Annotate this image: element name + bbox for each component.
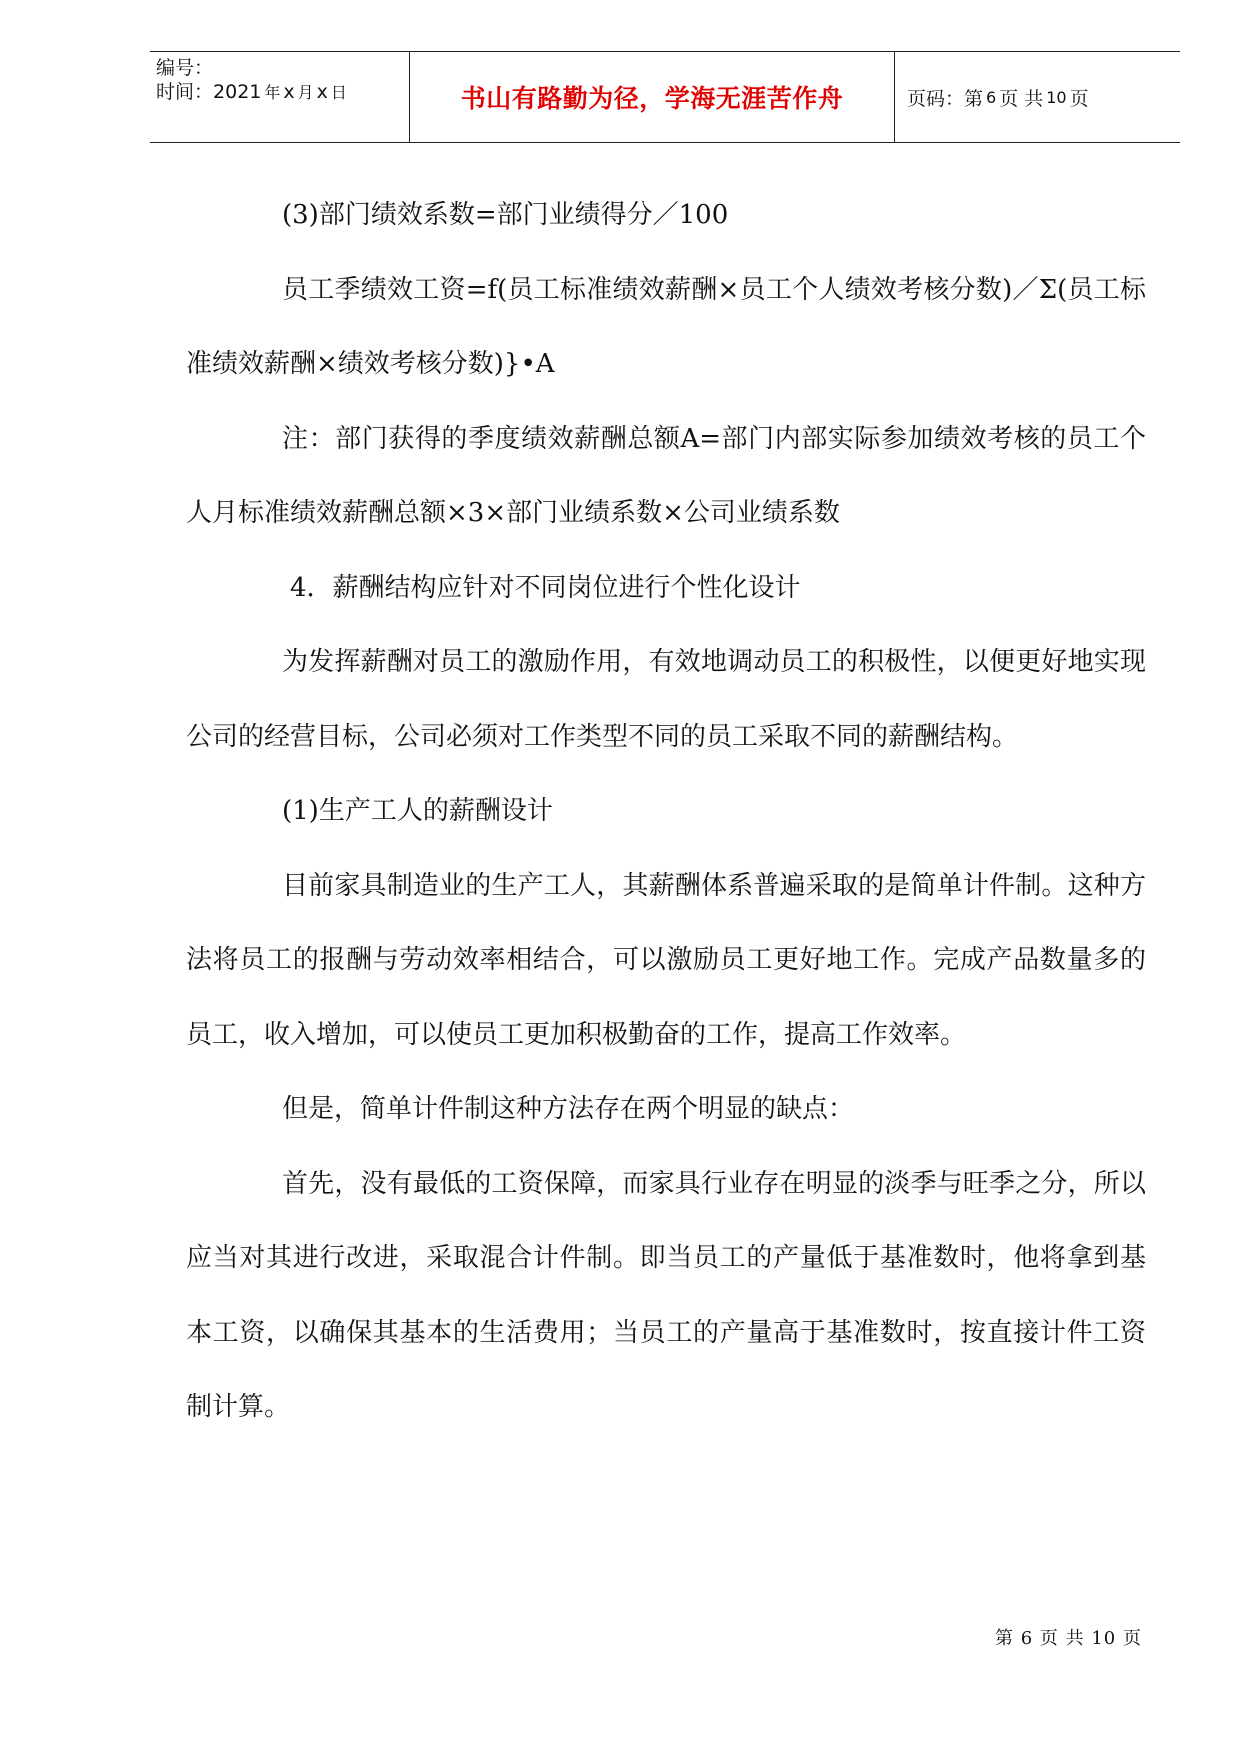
section-heading-salary-structure: 4．薪酬结构应针对不同岗位进行个性化设计 bbox=[290, 572, 801, 603]
time-day: x bbox=[316, 81, 328, 103]
paragraph-first-drawback: 首先，没有最低的工资保障，而家具行业存在明显的淡季与旺季之分，所以应当对其进行改进，采取混合计件制。即当员工的产量低于基准数时，他将拿到基本工资，以确保其基本的生活费用；当员工的产量高于基准数时，按直接计件工资制计算。 bbox=[186, 1168, 1146, 1422]
paragraph-quarterly-formula: 员工季绩效工资=f(员工标准绩效薪酬×员工个人绩效考核分数)／Σ(员工标准绩效薪酬×绩效考核分数)}•A bbox=[186, 274, 1146, 379]
header-motto-cell bbox=[410, 52, 895, 142]
subheading-production-workers: (1)生产工人的薪酬设计 bbox=[282, 796, 553, 826]
time-month: x bbox=[283, 81, 295, 103]
time-label: 时间： bbox=[156, 81, 214, 103]
document-time bbox=[156, 80, 409, 105]
time-month-unit: 月 bbox=[297, 83, 314, 102]
page-total: 10 bbox=[1046, 87, 1067, 107]
document-body bbox=[186, 178, 1146, 1445]
document-number-label: 编号： bbox=[156, 57, 214, 79]
time-year-unit: 年 bbox=[264, 83, 281, 102]
time-day-unit: 日 bbox=[330, 83, 347, 102]
paragraph-drawbacks-intro: 但是，简单计件制这种方法存在两个明显的缺点： bbox=[282, 1094, 855, 1124]
page-current: 6 bbox=[986, 87, 997, 107]
header-motto: 书山有路勤为径，学海无涯苦作舟 bbox=[460, 84, 844, 113]
header-meta bbox=[150, 52, 410, 142]
page-footer: 第 6 页 共 10 页 bbox=[995, 1628, 1142, 1649]
page-header bbox=[150, 51, 1180, 143]
time-year: 2021 bbox=[213, 81, 262, 103]
page-mid: 页 共 bbox=[999, 87, 1044, 110]
paragraph-note: 注：部门获得的季度绩效薪酬总额A=部门内部实际参加绩效考核的员工个人月标准绩效薪酬总额×3×部门业绩系数×公司业绩系数 bbox=[186, 423, 1146, 528]
page-label: 页码：第 bbox=[907, 87, 984, 110]
header-page-number bbox=[895, 52, 1180, 142]
page-end: 页 bbox=[1069, 87, 1089, 110]
paragraph-dept-coefficient: (3)部门绩效系数=部门业绩得分／100 bbox=[282, 200, 729, 230]
paragraph-piece-rate: 目前家具制造业的生产工人，其薪酬体系普遍采取的是简单计件制。这种方法将员工的报酬与劳动效率相结合，可以激励员工更好地工作。完成产品数量多的员工，收入增加，可以使员工更加积极勤奋的工作，提高工作效率。 bbox=[186, 870, 1146, 1050]
paragraph-incentive: 为发挥薪酬对员工的激励作用，有效地调动员工的积极性，以便更好地实现公司的经营目标，公司必须对工作类型不同的员工采取不同的薪酬结构。 bbox=[186, 647, 1146, 752]
